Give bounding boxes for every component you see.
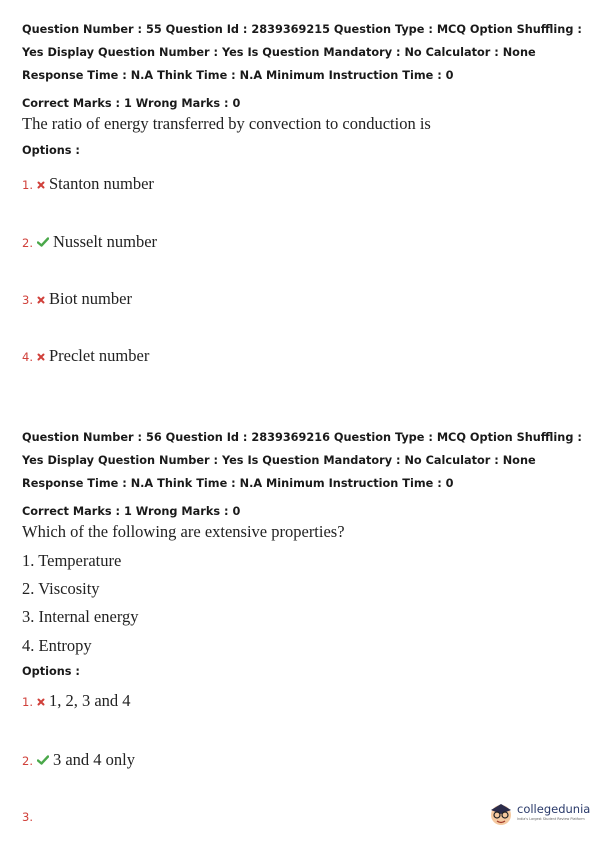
option-number: 3. [22, 810, 33, 824]
property-item-1: 1. Temperature [22, 551, 122, 570]
question-56-option-2 [22, 750, 135, 770]
question-55-options-label: Options : [22, 144, 80, 157]
option-text: Stanton number [48, 174, 154, 193]
option-text: 1, 2, 3 and 4 [48, 691, 131, 710]
property-item-2: 2. Viscosity [22, 579, 100, 598]
question-56-marks: Correct Marks : 1 Wrong Marks : 0 [22, 505, 241, 518]
question-55-option-1 [22, 174, 154, 194]
question-56-options-label: Options : [22, 665, 80, 678]
wrong-mark-icon [37, 176, 45, 194]
question-55-option-4 [22, 346, 149, 366]
question-55-option-2 [22, 232, 157, 252]
question-55-option-3 [22, 289, 132, 309]
option-text: Biot number [48, 289, 132, 308]
option-number: 1. [22, 695, 33, 709]
question-56-option-1 [22, 691, 131, 711]
question-56-text: Which of the following are extensive properties? [22, 522, 345, 541]
wrong-mark-icon [37, 291, 45, 309]
logo-wordmark: collegedunia [517, 802, 591, 816]
question-55-marks: Correct Marks : 1 Wrong Marks : 0 [22, 97, 241, 110]
logo-tagline: India's Largest Student Review Platform [517, 817, 585, 821]
correct-mark-icon [37, 234, 49, 252]
wrong-mark-icon [37, 348, 45, 366]
option-number: 1. [22, 178, 33, 192]
option-number: 2. [22, 236, 33, 250]
question-56-header: Question Number : 56 Question Id : 2839369216 Question Type : MCQ Option Shuffling : Yes Display Question Number : Yes Is Question Mandatory : No Calculator : None Response Time : N.A Think Time : N.A Minimum Instruction Time : 0 [22, 431, 582, 490]
property-item-3: 3. Internal energy [22, 607, 139, 626]
wrong-mark-icon [37, 693, 45, 711]
option-text: Nusselt number [52, 232, 158, 251]
question-56-option-3 [22, 806, 33, 826]
correct-mark-icon [37, 752, 49, 770]
mascot-icon [488, 799, 514, 829]
option-number: 4. [22, 350, 33, 364]
option-text: 3 and 4 only [52, 750, 136, 769]
option-text: Preclet number [48, 346, 150, 365]
option-number: 3. [22, 293, 33, 307]
property-item-4: 4. Entropy [22, 636, 92, 655]
question-55-text: The ratio of energy transferred by convection to conduction is [22, 114, 431, 133]
question-55-header: Question Number : 55 Question Id : 2839369215 Question Type : MCQ Option Shuffling : Yes Display Question Number : Yes Is Question Mandatory : No Calculator : None Response Time : N.A Think Time : N.A Minimum Instruction Time : 0 [22, 23, 582, 82]
option-number: 2. [22, 754, 33, 768]
